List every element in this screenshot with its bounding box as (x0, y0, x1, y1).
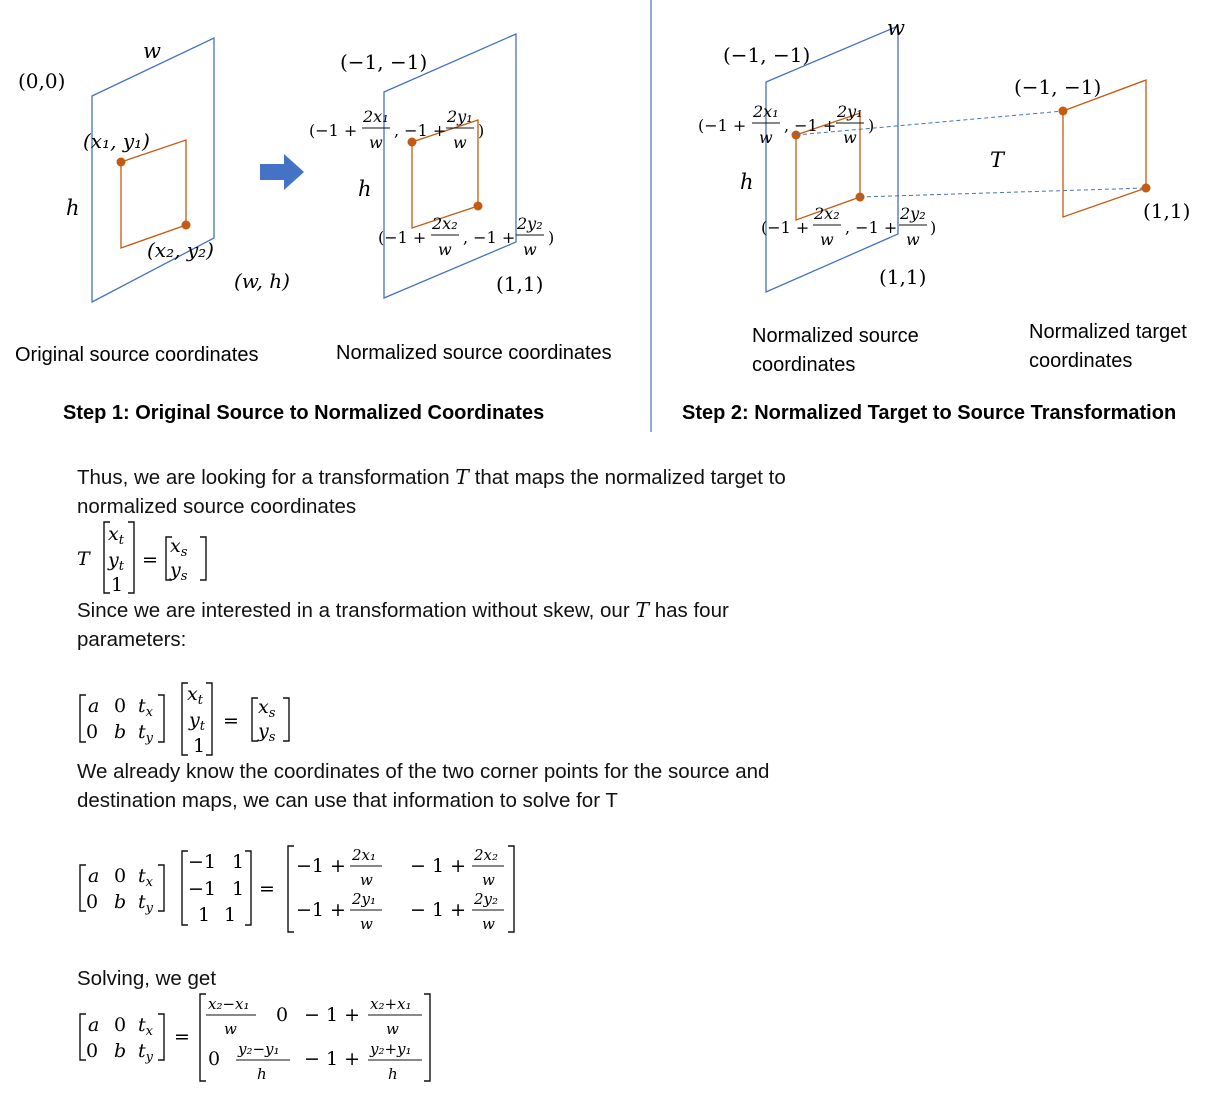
svg-text:1: 1 (232, 878, 245, 900)
width-label-3: w (887, 16, 905, 40)
svg-text:2y₂: 2y₂ (474, 890, 499, 908)
svg-text:w: w (482, 871, 495, 889)
svg-text:0: 0 (86, 891, 99, 913)
svg-text:w: w (759, 128, 773, 147)
paragraph-no-skew (77, 596, 817, 654)
svg-text:0: 0 (114, 1014, 127, 1036)
svg-text:=: = (259, 878, 275, 900)
panel-normalized-target (1014, 75, 1190, 372)
text-p2b: has four parameters: (77, 599, 729, 651)
height-label-2: h (358, 177, 372, 201)
svg-text:2x₁: 2x₁ (363, 107, 389, 126)
svg-text:w: w (482, 915, 495, 933)
svg-text:1: 1 (232, 851, 245, 873)
svg-text:2y₁: 2y₁ (352, 890, 377, 908)
svg-text:(−1 +: (−1 + (309, 121, 358, 140)
svg-text:, −1 +: , −1 + (784, 116, 837, 135)
svg-text:−1: −1 (188, 878, 217, 900)
svg-text:=: = (223, 710, 239, 732)
svg-text:, −1 +: , −1 + (394, 121, 447, 140)
svg-text:=: = (142, 549, 158, 571)
svg-text:h: h (257, 1065, 267, 1083)
svg-text:): ) (478, 121, 485, 140)
svg-text:a: a (88, 1014, 100, 1036)
svg-text:− 1 +: − 1 + (410, 899, 467, 921)
svg-text:− 1 +: − 1 + (304, 1004, 361, 1026)
width-label: w (143, 39, 161, 63)
svg-text:1: 1 (193, 735, 206, 757)
svg-text:1: 1 (111, 574, 124, 596)
svg-text:0: 0 (86, 721, 99, 743)
target-point-1 (1059, 107, 1068, 116)
svg-text:tx: $t_x$ (138, 1014, 153, 1039)
svg-text:): ) (868, 116, 875, 135)
point2-label: (x₂, y₂) (147, 238, 214, 262)
svg-text:tx: $t_x$ (138, 865, 153, 890)
svg-text:w: w (843, 128, 857, 147)
svg-text:−1: −1 (188, 851, 217, 873)
var-t-1: T (455, 465, 469, 489)
svg-text:w: w (224, 1020, 237, 1038)
svg-text:w: w (523, 240, 537, 259)
svg-text:−1 +: −1 + (296, 855, 346, 877)
text-p2a: Since we are interested in a transformation without skew, our (77, 599, 630, 622)
svg-text:): ) (930, 218, 937, 237)
caption-original: Original source coordinates (15, 344, 259, 366)
svg-text:2x₂: 2x₂ (432, 214, 458, 233)
right-arrow-icon (260, 154, 304, 190)
svg-text:yt: $y_t$ (108, 549, 124, 574)
var-t-2: T (635, 598, 650, 622)
svg-text:2y₂: 2y₂ (900, 204, 926, 223)
panel-normalized-source-2 (698, 16, 936, 376)
text-p1b: that maps the normalized target to normalized source coordinates (77, 466, 786, 518)
text-p1a: Thus, we are looking for a transformation (77, 466, 450, 489)
svg-text:2y₁: 2y₁ (447, 107, 473, 126)
svg-text:1: 1 (224, 904, 237, 926)
svg-text:0: 0 (208, 1048, 221, 1070)
svg-text:− 1 +: − 1 + (304, 1048, 361, 1070)
lower-corner-formula-3 (761, 204, 936, 249)
svg-text:1: 1 (198, 904, 211, 926)
target-top-left: (−1, −1) (1014, 75, 1102, 99)
target-point-2 (1142, 184, 1151, 193)
svg-text:2x₂: 2x₂ (814, 204, 840, 223)
svg-text:h: h (388, 1065, 398, 1083)
mapping-line-bottom (860, 188, 1146, 197)
svg-text:w: w (453, 133, 467, 152)
svg-text:a: a (88, 865, 100, 887)
point1-label: (x₁, y₁) (83, 129, 150, 153)
svg-text:T: T (77, 548, 90, 570)
height-label: h (66, 196, 80, 220)
svg-text:y₂+y₁: y₂+y₁ (370, 1040, 412, 1058)
svg-text:0: 0 (86, 1040, 99, 1062)
svg-text:w: w (906, 230, 920, 249)
equation-corner-points (80, 846, 514, 933)
svg-text:w: w (386, 1020, 399, 1038)
paragraph-solving: Solving, we get (77, 967, 217, 990)
point-x1y1 (117, 158, 126, 167)
equation-t-mapping (77, 522, 206, 596)
bottom-right-label: (1,1) (496, 272, 544, 296)
svg-text:2y₁: 2y₁ (837, 102, 863, 121)
lower-corner-formula (378, 214, 554, 259)
svg-text:ys: $y_s$ (170, 559, 188, 584)
caption-normalized: Normalized source coordinates (336, 342, 612, 364)
svg-text:ty: $t_y$ (138, 1040, 153, 1065)
top-left-label: (−1, −1) (340, 50, 428, 74)
target-bottom-right: (1,1) (1143, 199, 1191, 223)
svg-text:xs: $x_s$ (170, 535, 188, 560)
panel-original-source (15, 38, 290, 366)
top-left-label-3: (−1, −1) (723, 43, 811, 67)
svg-text:x₂+x₁: x₂+x₁ (370, 995, 412, 1013)
svg-text:2x₁: 2x₁ (753, 102, 779, 121)
caption-normalized-3b: coordinates (752, 354, 856, 376)
origin-label: (0,0) (18, 69, 66, 93)
corner-label: (w, h) (234, 269, 290, 293)
paragraph-transformation (77, 463, 837, 521)
step2-title: Step 2: Normalized Target to Source Transformation (682, 402, 1177, 424)
source-frame (92, 38, 214, 302)
svg-text:ty: $t_y$ (138, 891, 153, 916)
svg-text:(−1 +: (−1 + (761, 218, 810, 237)
norm-point-2 (474, 202, 483, 211)
svg-text:xs: $x_s$ (258, 696, 276, 721)
svg-text:a: a (88, 695, 100, 717)
caption-target-b: coordinates (1029, 350, 1133, 372)
svg-text:w: w (438, 240, 452, 259)
svg-text:xt: $x_t$ (108, 523, 124, 548)
point-x2y2 (182, 221, 191, 230)
svg-text:yt: $y_t$ (189, 709, 205, 734)
svg-text:−1 +: −1 + (296, 899, 346, 921)
upper-corner-formula-3 (698, 102, 874, 147)
svg-text:, −1 +: , −1 + (463, 228, 516, 247)
svg-text:b: b (114, 721, 127, 743)
svg-text:− 1 +: − 1 + (410, 855, 467, 877)
svg-text:0: 0 (276, 1004, 289, 1026)
svg-text:, −1 +: , −1 + (845, 218, 898, 237)
svg-text:2x₁: 2x₁ (352, 846, 377, 864)
upper-corner-formula (309, 107, 484, 152)
svg-text:0: 0 (114, 695, 127, 717)
source-box (121, 140, 186, 248)
height-label-3: h (740, 170, 754, 194)
equation-parameters (80, 683, 289, 757)
target-frame (1063, 80, 1146, 217)
svg-text:w: w (369, 133, 383, 152)
transform-label: T (990, 148, 1005, 172)
svg-text:(−1 +: (−1 + (378, 228, 427, 247)
svg-text:ys: $y_s$ (258, 720, 276, 745)
paragraph-corner-points: We already know the coordinates of the two corner points for the source and destination maps, we can use that information to solve for T (77, 760, 770, 812)
svg-text:w: w (820, 230, 834, 249)
caption-target-a: Normalized target (1029, 321, 1187, 343)
svg-text:): ) (548, 228, 555, 247)
svg-text:xt: $x_t$ (187, 683, 203, 708)
caption-normalized-3a: Normalized source (752, 325, 919, 347)
svg-text:b: b (114, 891, 127, 913)
svg-text:w: w (360, 915, 373, 933)
svg-text:x₂−x₁: x₂−x₁ (208, 995, 250, 1013)
equation-solution (80, 994, 430, 1083)
svg-text:tx: $t_x$ (138, 695, 153, 720)
step1-title: Step 1: Original Source to Normalized Coordinates (63, 402, 545, 424)
svg-text:w: w (360, 871, 373, 889)
svg-text:(−1 +: (−1 + (698, 116, 747, 135)
svg-text:b: b (114, 1040, 127, 1062)
svg-text:y₂−y₁: y₂−y₁ (238, 1040, 280, 1058)
svg-text:2x₂: 2x₂ (474, 846, 499, 864)
bottom-right-label-3: (1,1) (879, 265, 927, 289)
svg-text:0: 0 (114, 865, 127, 887)
svg-text:=: = (174, 1026, 190, 1048)
panel-normalized-source (309, 34, 612, 364)
svg-text:ty: $t_y$ (138, 721, 153, 746)
svg-text:2y₂: 2y₂ (517, 214, 543, 233)
